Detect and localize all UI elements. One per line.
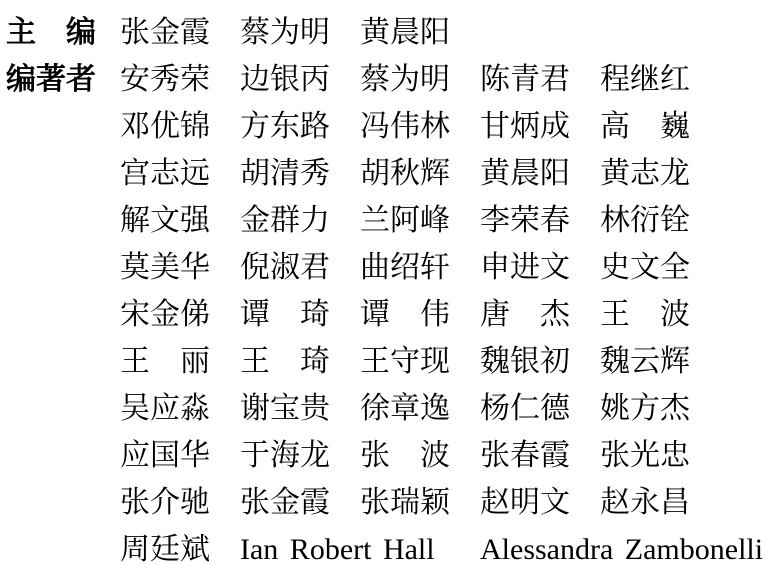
editor-name: 张金霞 (120, 16, 210, 49)
editor-name: 金群力 (240, 204, 330, 237)
editor-name: 邓优锦 (120, 110, 210, 143)
editor-name: 林衍铨 (600, 204, 690, 237)
editor-name: 黄晨阳 (480, 157, 570, 190)
contributors-row (0, 291, 767, 338)
editor-name: 魏云辉 (600, 345, 690, 378)
editor-name: 冯伟林 (360, 110, 450, 143)
editor-name: 谭 伟 (360, 298, 450, 331)
editor-name: 张 波 (360, 439, 450, 472)
contributors-row (0, 103, 767, 150)
contributors-last-row (0, 526, 767, 565)
editor-name: 魏银初 (480, 345, 570, 378)
editor-name: 方东路 (240, 110, 330, 143)
editor-name: 曲绍轩 (360, 251, 450, 284)
contributors-row (0, 56, 767, 103)
contributors-row (0, 338, 767, 385)
editor-name: 胡清秀 (240, 157, 330, 190)
editor-name: 唐 杰 (480, 298, 570, 331)
editor-name: 杨仁德 (480, 392, 570, 425)
editor-name: 王 丽 (120, 345, 210, 378)
contributors-row (0, 432, 767, 479)
editor-name: 黄志龙 (600, 157, 690, 190)
editor-name: 赵明文 (480, 486, 570, 519)
editor-name: 张春霞 (480, 439, 570, 472)
editor-name: 谭 琦 (240, 298, 330, 331)
editor-name: 兰阿峰 (360, 204, 450, 237)
editor-name: 谢宝贵 (240, 392, 330, 425)
editor-name: 申进文 (480, 251, 570, 284)
editor-name: 王 琦 (240, 345, 330, 378)
editor-name-latin: Alessandra Zambonelli (480, 533, 764, 565)
editor-name: 姚方杰 (600, 392, 690, 425)
editor-name: 李荣春 (480, 204, 570, 237)
editor-name: 赵永昌 (600, 486, 690, 519)
editor-name: 应国华 (120, 439, 210, 472)
contributors-row (0, 197, 767, 244)
editor-name: 解文强 (120, 204, 210, 237)
contributors-row (0, 479, 767, 526)
editor-name: 蔡为明 (240, 16, 330, 49)
contributors-row (0, 150, 767, 197)
editor-name: 徐章逸 (360, 392, 450, 425)
editor-name: 周廷斌 (120, 533, 210, 565)
chief-editor-label: 主 编 (6, 16, 96, 49)
editor-name: 张瑞颖 (360, 486, 450, 519)
contributors-row (0, 385, 767, 432)
editor-name: 边银丙 (240, 63, 330, 96)
editor-name: 张介驰 (120, 486, 210, 519)
chief-editor-row (0, 9, 767, 56)
editor-name: 王守现 (360, 345, 450, 378)
contributors-row (0, 244, 767, 291)
editor-name: 莫美华 (120, 251, 210, 284)
editor-name: 史文全 (600, 251, 690, 284)
editor-name: 宫志远 (120, 157, 210, 190)
editor-name: 胡秋辉 (360, 157, 450, 190)
editor-name: 甘炳成 (480, 110, 570, 143)
editor-name: 王 波 (600, 298, 690, 331)
contributors-label: 编著者 (6, 63, 96, 96)
editor-name: 高 巍 (600, 110, 690, 143)
editor-name: 蔡为明 (360, 63, 450, 96)
editor-name: 倪淑君 (240, 251, 330, 284)
editor-name: 黄晨阳 (360, 16, 450, 49)
editor-name: 宋金俤 (120, 298, 210, 331)
editor-name: 程继红 (600, 63, 690, 96)
editor-name: 吴应淼 (120, 392, 210, 425)
editor-name: 于海龙 (240, 439, 330, 472)
editor-name: 张金霞 (240, 486, 330, 519)
editor-name: 张光忠 (600, 439, 690, 472)
editor-name: 安秀荣 (120, 63, 210, 96)
editor-name: 陈青君 (480, 63, 570, 96)
editor-name-latin: Ian Robert Hall (240, 533, 435, 565)
